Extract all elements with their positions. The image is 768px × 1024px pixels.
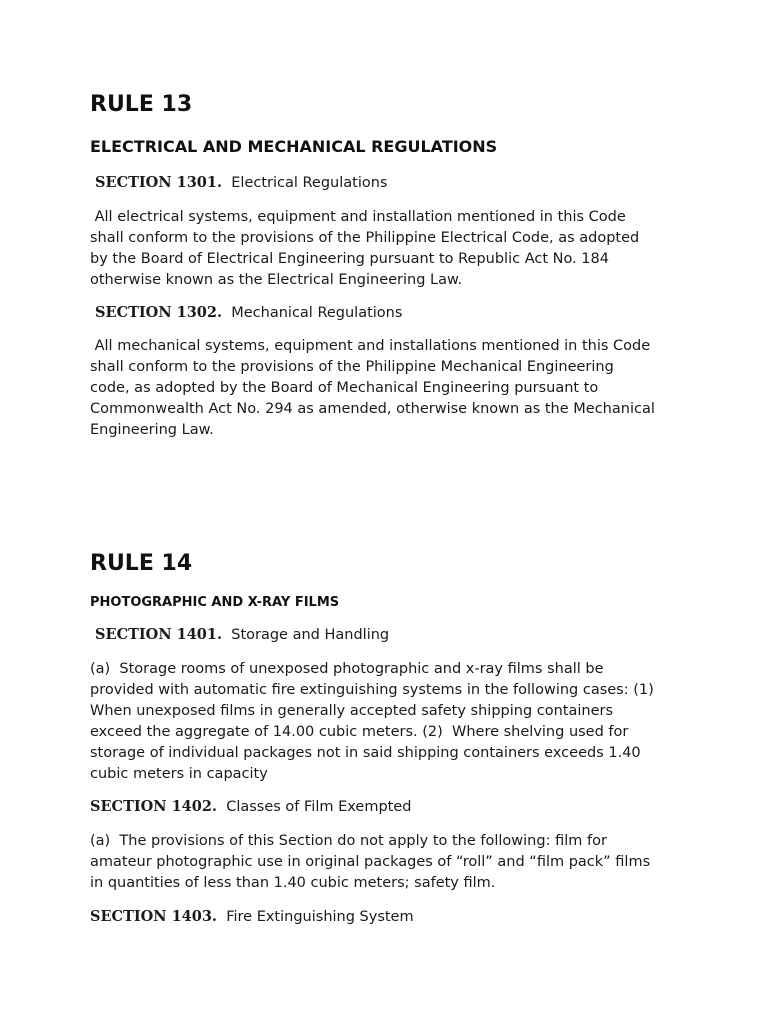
- section-1301-header: [90, 173, 388, 193]
- section-1302-body: [90, 336, 690, 441]
- section-1401-header: [90, 625, 389, 645]
- section-1403-title: Fire Extinguishing System: [226, 909, 414, 925]
- paragraph-line: storage of individual packages not in said shipping containers exceeds 1.40: [90, 745, 641, 761]
- section-1302-title: Mechanical Regulations: [231, 305, 403, 321]
- rule-13-heading: ELECTRICAL AND MECHANICAL REGULATIONS: [90, 137, 498, 156]
- section-1403-number: SECTION 1403.: [90, 908, 217, 925]
- section-1302-number: SECTION 1302.: [90, 304, 223, 321]
- rule-14-heading: PHOTOGRAPHIC AND X-RAY FILMS: [90, 595, 340, 610]
- paragraph-line: (a) The provisions of this Section do not apply to the following: film for: [90, 833, 607, 849]
- section-1301-number: SECTION 1301.: [90, 174, 223, 191]
- paragraph-line: shall conform to the provisions of the Philippine Electrical Code, as adopted: [90, 230, 640, 246]
- section-1301-body: [90, 207, 690, 291]
- section-1401-title: Storage and Handling: [231, 627, 390, 643]
- paragraph-line: in quantities of less than 1.40 cubic meters; safety film.: [90, 875, 496, 891]
- paragraph-line: When unexposed films in generally accepted safety shipping containers: [90, 703, 614, 719]
- section-1401-body: [90, 659, 690, 785]
- paragraph-line: otherwise known as the Electrical Engineering Law.: [90, 272, 463, 288]
- paragraph-line: Engineering Law.: [90, 422, 214, 438]
- section-1302-header: [90, 303, 402, 323]
- rule-14-title: RULE 14: [90, 551, 193, 576]
- paragraph-line: code, as adopted by the Board of Mechanical Engineering pursuant to: [90, 380, 599, 396]
- paragraph-line: exceed the aggregate of 14.00 cubic meters. (2) Where shelving used for: [90, 724, 629, 740]
- rule-13-title: RULE 13: [90, 92, 193, 117]
- paragraph-line: Commonwealth Act No. 294 as amended, otherwise known as the Mechanical: [90, 401, 655, 417]
- paragraph-line: All electrical systems, equipment and installation mentioned in this Code: [90, 209, 626, 225]
- section-1403-header: [90, 907, 414, 927]
- section-1402-number: SECTION 1402.: [90, 798, 217, 815]
- paragraph-line: by the Board of Electrical Engineering pursuant to Republic Act No. 184: [90, 251, 609, 267]
- section-1301-title: Electrical Regulations: [231, 175, 388, 191]
- paragraph-line: amateur photographic use in original packages of “roll” and “film pack” films: [90, 854, 651, 870]
- paragraph-line: All mechanical systems, equipment and installations mentioned in this Code: [90, 338, 651, 354]
- paragraph-line: (a) Storage rooms of unexposed photographic and x-ray films shall be: [90, 661, 604, 677]
- paragraph-line: provided with automatic fire extinguishing systems in the following cases: (1): [90, 682, 654, 698]
- section-1402-body: [90, 831, 690, 894]
- section-1401-number: SECTION 1401.: [90, 626, 223, 643]
- section-1402-title: Classes of Film Exempted: [226, 799, 412, 815]
- section-1402-header: [90, 797, 411, 817]
- paragraph-line: shall conform to the provisions of the Philippine Mechanical Engineering: [90, 359, 614, 375]
- paragraph-line: cubic meters in capacity: [90, 766, 268, 782]
